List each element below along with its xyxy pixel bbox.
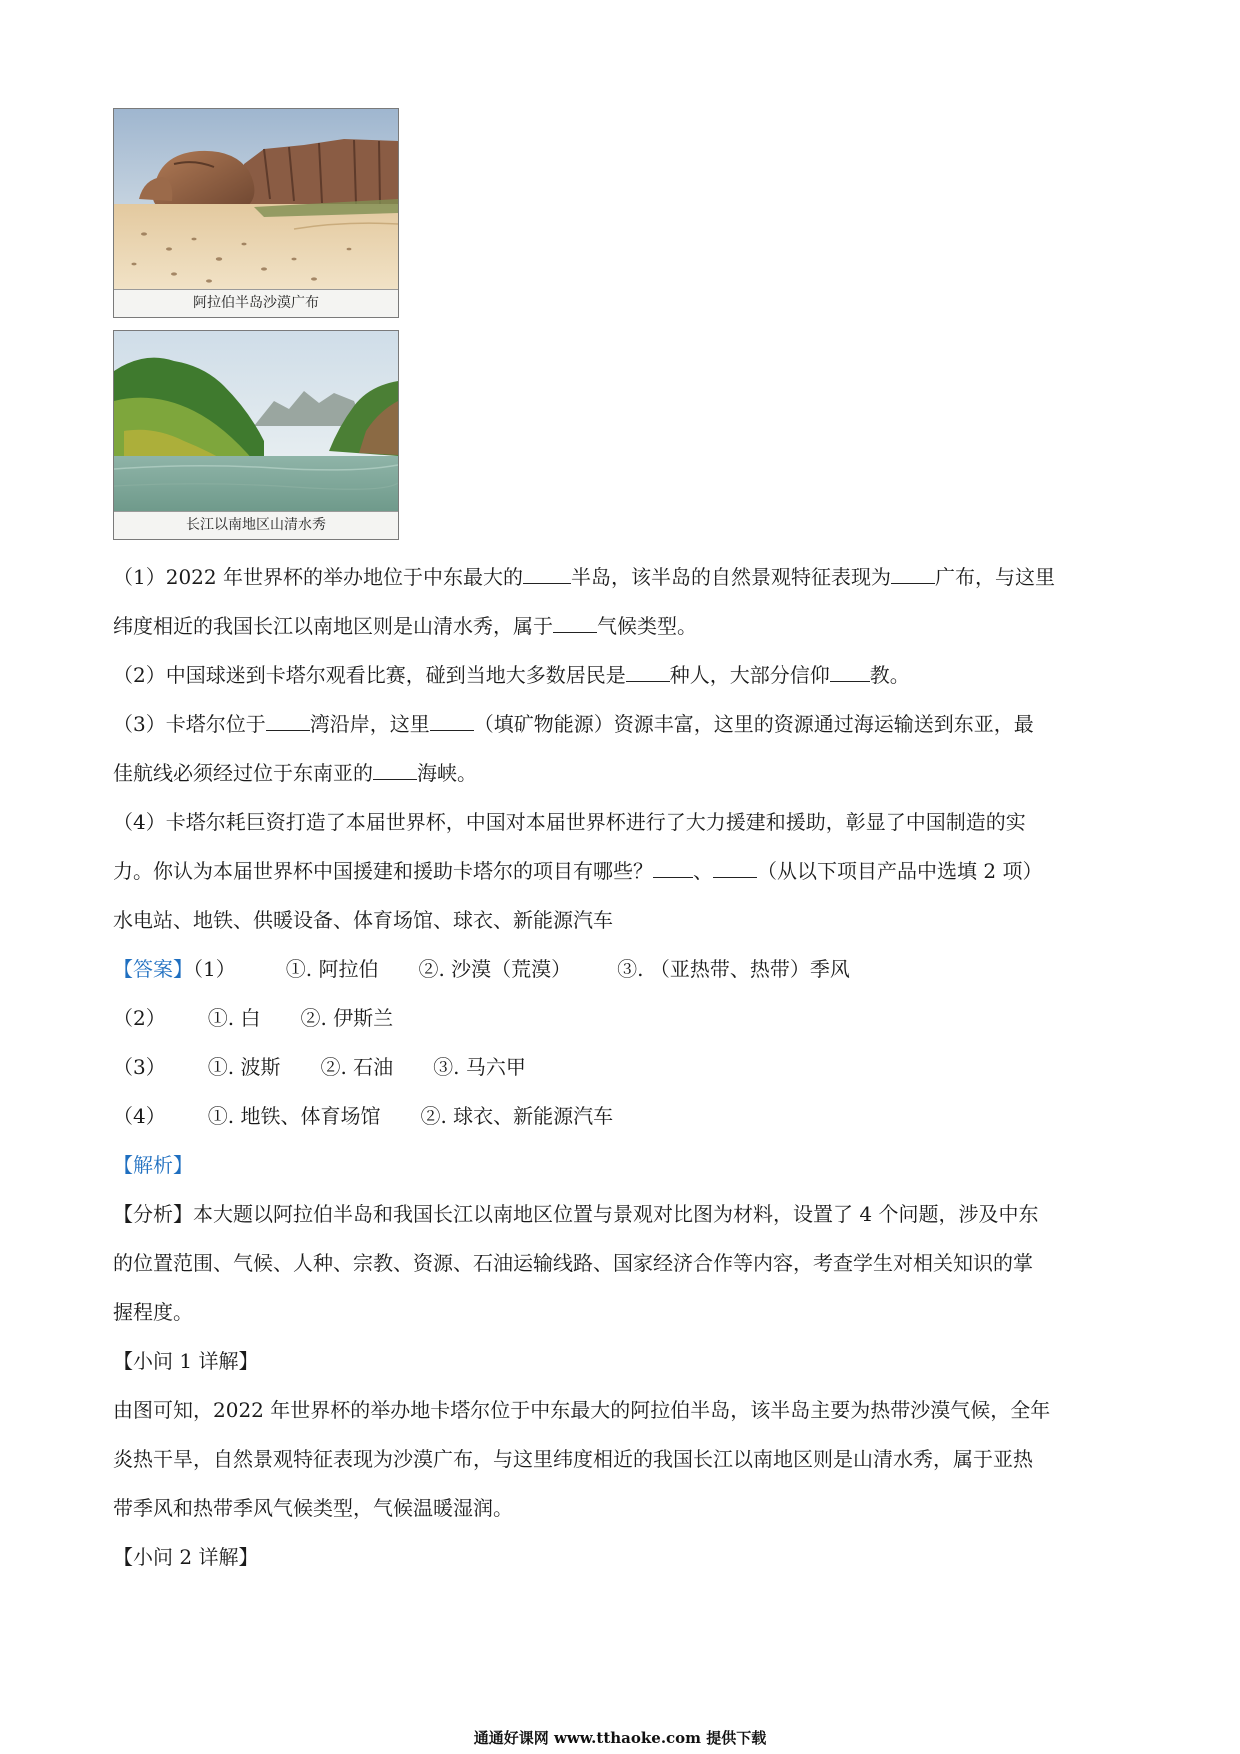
answer-row-4: [113, 1092, 1133, 1141]
text: 、: [693, 859, 713, 883]
answer-item: ①. 阿拉伯: [285, 957, 379, 981]
text: 力。你认为本届世界杯中国援建和援助卡塔尔的项目有哪些？: [113, 859, 653, 883]
fill-blank: [430, 730, 474, 731]
desert-photo: [114, 109, 398, 289]
detail-1-heading: 【小问 1 详解】: [113, 1349, 259, 1373]
analysis-line-3: 握程度。: [113, 1300, 193, 1324]
text: 广布，与这里: [934, 565, 1055, 589]
answer-number: （2）: [113, 1006, 166, 1030]
fill-blank: [553, 632, 597, 633]
detail-2-heading: 【小问 2 详解】: [113, 1545, 259, 1569]
analysis-line-2: 的位置范围、气候、人种、宗教、资源、石油运输线路、国家经济合作等内容，考查学生对相关知识的掌: [113, 1251, 1033, 1275]
question-4-line-1: （4）卡塔尔耗巨资打造了本届世界杯，中国对本届世界杯进行了大力援建和援助，彰显了中国制造的实: [113, 810, 1026, 834]
fill-blank: [523, 583, 571, 584]
text: （填矿物能源）资源丰富，这里的资源通过海运输送到东亚，最: [473, 712, 1034, 736]
text: 种人，大部分信仰: [669, 663, 830, 687]
figure-desert: [113, 108, 399, 318]
page-footer: 通通好课网 www.tthaoke.com 提供下载: [473, 1729, 767, 1747]
text: （2）中国球迷到卡塔尔观看比赛，碰到当地大多数居民是: [113, 663, 626, 687]
text: 湾沿岸，这里: [309, 712, 430, 736]
text: 气候类型。: [597, 614, 697, 638]
figure-river: [113, 330, 399, 540]
answer-item: ②. 沙漠（荒漠）: [418, 957, 572, 981]
detail-1-line-3: 带季风和热带季风气候类型，气候温暖湿润。: [113, 1496, 513, 1520]
answer-row-1: [113, 945, 1133, 994]
answer-number: （4）: [113, 1104, 166, 1128]
text: 海峡。: [417, 761, 477, 785]
answer-row-2: [113, 994, 1133, 1043]
text: 半岛，该半岛的自然景观特征表现为: [570, 565, 891, 589]
answer-row-3: [113, 1043, 1133, 1092]
detail-1-line-1: 由图可知，2022 年世界杯的举办地卡塔尔位于中东最大的阿拉伯半岛，该半岛主要为热带沙漠气候，全年: [113, 1398, 1051, 1422]
figure-caption: 长江以南地区山清水秀: [114, 511, 398, 539]
fill-blank: [626, 681, 670, 682]
answer-item: ③. （亚热带、热带）季风: [617, 957, 850, 981]
answer-item: ③. 马六甲: [433, 1055, 526, 1079]
question-1-line-2: [113, 602, 1133, 651]
answer-item: ①. 波斯: [207, 1055, 281, 1079]
question-1-line-1: [113, 553, 1133, 602]
text: （从以下项目产品中选填 2 项）: [757, 859, 1043, 883]
text: 教。: [869, 663, 910, 687]
answer-item: ②. 球衣、新能源汽车: [420, 1104, 614, 1128]
question-3-line-1: [113, 700, 1133, 749]
fill-blank: [830, 681, 870, 682]
question-2: [113, 651, 1133, 700]
fill-blank: [653, 877, 693, 878]
question-3-line-2: [113, 749, 1133, 798]
answer-label: 【答案】: [113, 957, 193, 981]
answer-item: ①. 白: [207, 1006, 261, 1030]
answer-item: ②. 石油: [320, 1055, 394, 1079]
detail-1-line-2: 炎热干旱，自然景观特征表现为沙漠广布，与这里纬度相近的我国长江以南地区则是山清水秀，属于亚热: [113, 1447, 1033, 1471]
text: 佳航线必须经过位于东南亚的: [113, 761, 373, 785]
answer-item: ②. 伊斯兰: [300, 1006, 394, 1030]
figure-caption: 阿拉伯半岛沙漠广布: [114, 289, 398, 317]
analysis-label: 【解析】: [113, 1153, 193, 1177]
text: （1）2022 年世界杯的举办地位于中东最大的: [113, 565, 523, 589]
answer-number: （3）: [113, 1055, 166, 1079]
question-4-line-2: [113, 847, 1133, 896]
fill-blank: [266, 730, 310, 731]
question-4-options: 水电站、地铁、供暖设备、体育场馆、球衣、新能源汽车: [113, 908, 613, 932]
fill-blank: [891, 583, 935, 584]
fill-blank: [713, 877, 757, 878]
text: 纬度相近的我国长江以南地区则是山清水秀，属于: [113, 614, 553, 638]
analysis-line-1: 【分析】本大题以阿拉伯半岛和我国长江以南地区位置与景观对比图为材料，设置了 4 个问题，涉及中东: [113, 1202, 1039, 1226]
fill-blank: [373, 779, 417, 780]
text: （3）卡塔尔位于: [113, 712, 266, 736]
answer-number: （1）: [193, 957, 236, 981]
answer-item: ①. 地铁、体育场馆: [207, 1104, 381, 1128]
river-mountain-photo: [114, 331, 398, 511]
question-content: [113, 553, 1133, 1582]
